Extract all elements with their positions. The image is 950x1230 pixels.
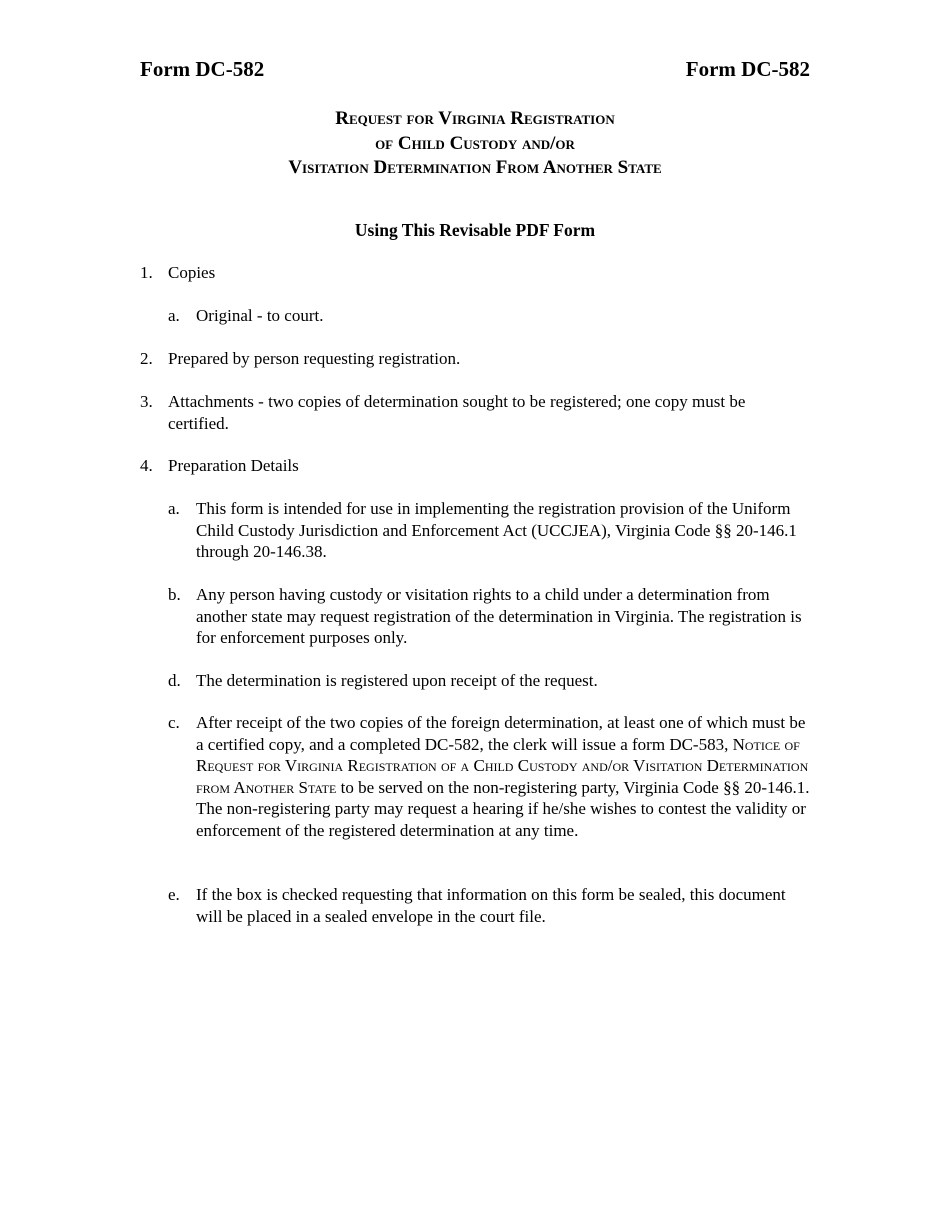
sub-item-text: This form is intended for use in implementing the registration provision of the Uniform Child Custody Jurisdiction and Enforcement Act (UCCJEA), Virginia Code §§ 20-146.1 through 20-146.38. [196, 499, 797, 561]
list-item-number: 3. [140, 392, 153, 411]
form-number-right: Form DC-582 [685, 57, 810, 81]
section-heading: Using This Revisable PDF Form [354, 220, 596, 240]
title-line-3: Visitation Determination From Another State [288, 157, 662, 178]
title-line-2: of Child Custody and/or [375, 132, 575, 154]
sub-item-letter: e. [168, 885, 180, 904]
sub-item-letter: a. [168, 306, 180, 325]
detail-c-text-after: to be served on the non-registering party, Virginia Code §§ 20-146.1. The non-registering party may request a hearing if he/she wishes to contest the validity or enforcement of the registered determination at any time. [196, 777, 810, 840]
detail-item-a [168, 498, 810, 563]
sub-item-letter: a. [168, 499, 180, 518]
sub-item-letter: d. [168, 671, 181, 690]
list-item-preparation-details [140, 455, 810, 477]
list-item-attachments [140, 391, 810, 434]
list-item-text: Attachments - two copies of determination sought to be registered; one copy must be certified. [168, 392, 746, 433]
list-item-prepared-by [140, 348, 810, 370]
sub-item-letter: c. [168, 713, 180, 732]
detail-c-text-before: After receipt of the two copies of the foreign determination, at least one of which must be a certified copy, and a completed DC-582, the clerk will issue a form DC-583, [196, 713, 806, 754]
sub-item-original [168, 305, 810, 327]
list-item-text: Preparation Details [168, 456, 299, 475]
sub-item-text: If the box is checked requesting that information on this form be sealed, this document will be placed in a sealed envelope in the court file. [196, 885, 786, 926]
detail-item-d [168, 670, 810, 692]
list-item-text: Copies [168, 263, 216, 282]
detail-item-c [168, 712, 810, 841]
list-item-copies [140, 262, 810, 284]
form-number-left: Form DC-582 [140, 57, 265, 81]
list-item-number: 4. [140, 456, 153, 475]
detail-item-e [168, 884, 810, 927]
sub-item-text [196, 712, 810, 841]
sub-item-text: Any person having custody or visitation rights to a child under a determination from another state may request registration of the determination in Virginia. The registration is for enforcement purposes only. [196, 585, 802, 647]
list-item-text: Prepared by person requesting registration. [168, 349, 461, 368]
referenced-form-title: Notice of Request for Virginia Registration of a Child Custody and/or Visitation Determination from Another State [196, 734, 809, 797]
detail-item-b [168, 584, 810, 649]
sub-item-text: Original - to court. [196, 306, 324, 325]
document-title [0, 107, 950, 181]
title-line-1: Request for Virginia Registration [335, 108, 615, 129]
sub-item-text: The determination is registered upon receipt of the request. [196, 671, 598, 690]
sub-item-letter: b. [168, 585, 181, 604]
list-item-number: 2. [140, 349, 153, 368]
list-item-number: 1. [140, 263, 153, 282]
